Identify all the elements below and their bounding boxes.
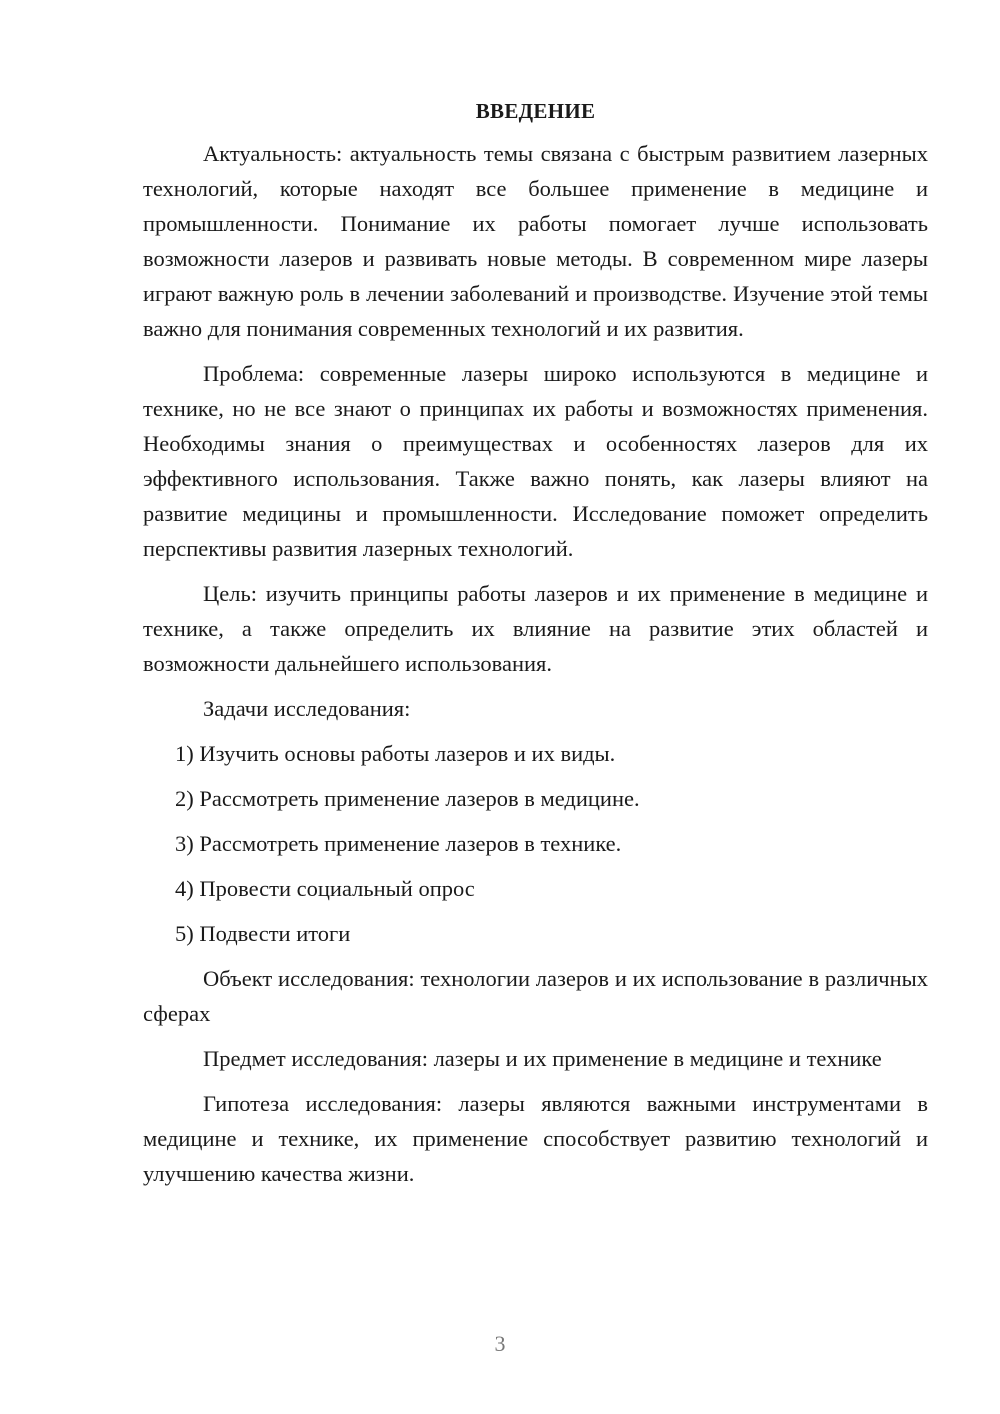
list-item: 5) Подвести итоги (175, 921, 351, 946)
paragraph-goal: Цель: изучить принципы работы лазеров и их применение в медицине и технике, а также определить их влияние на развитие этих областей и возможности дальнейшего использования. (143, 581, 928, 676)
page-number: 3 (494, 1331, 506, 1356)
paragraph-problem: Проблема: современные лазеры широко используются в медицине и технике, но не все знают о принципах их работы и возможностях применения. Необходимы знания о преимуществах и особенностях лазеров для их эффективного использования. Также важно понять, как лазеры влияют на развитие медицины и промышленности. Исследование поможет определить перспективы развития лазерных технологий. (143, 361, 928, 561)
list-item: 2) Рассмотреть применение лазеров в медицине. (175, 786, 640, 811)
paragraph-object: Объект исследования: технологии лазеров и их использование в различных сферах (143, 966, 928, 1026)
tasks-list (143, 736, 928, 951)
paragraph-hypothesis: Гипотеза исследования: лазеры являются важными инструментами в медицине и технике, их применение способствует развитию технологий и улучшению качества жизни. (143, 1091, 928, 1186)
tasks-heading: Задачи исследования: (203, 696, 411, 721)
paragraph-relevance: Актуальность: актуальность темы связана с быстрым развитием лазерных технологий, которые находят все большее применение в медицине и промышленности. Понимание их работы помогает лучше использовать возможности лазеров и развивать новые методы. В современном мире лазеры играют важную роль в лечении заболеваний и производстве. Изучение этой темы важно для понимания современных технологий и их развития. (143, 141, 928, 341)
page-content (143, 97, 928, 1201)
list-item: 4) Провести социальный опрос (175, 876, 475, 901)
section-title: ВВЕДЕНИЕ (475, 99, 596, 123)
paragraph-subject: Предмет исследования: лазеры и их применение в медицине и технике (203, 1046, 882, 1071)
list-item: 1) Изучить основы работы лазеров и их виды. (175, 741, 616, 766)
list-item: 3) Рассмотреть применение лазеров в технике. (175, 831, 622, 856)
